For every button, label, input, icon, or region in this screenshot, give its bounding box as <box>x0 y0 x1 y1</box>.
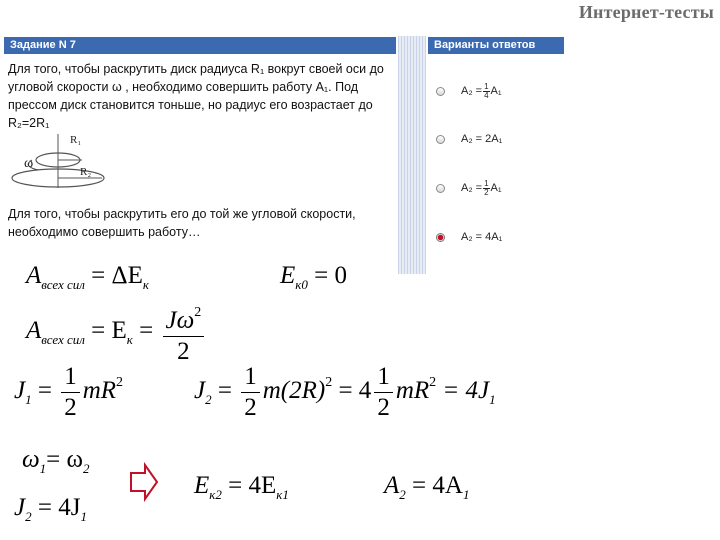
figure-label-r1: R₁ <box>70 134 82 146</box>
disc-figure <box>6 130 126 202</box>
equation-energy-ratio: $E_{к2} = 4E_{к1}$ <box>194 472 289 502</box>
equation-moment-inertia-2: $J_2$ = $\frac{1}{2}$ $m(2R)^2 = 4$ $\frac{1}{2}$ $mR^2 = 4J_1$ <box>194 363 496 421</box>
figure-label-r2: R₂ <box>80 166 92 178</box>
equation-equal-omega: $\omega_1= \omega_2$ <box>22 446 90 476</box>
radio-button-selected[interactable] <box>436 233 445 242</box>
radio-button[interactable] <box>436 135 445 144</box>
answer-option-1[interactable]: A₂ = $\frac{1}{4}$ A₁ <box>436 80 502 102</box>
answer-option-3[interactable]: A₂ = $\frac{1}{2}$ A₁ <box>436 177 502 199</box>
task-text: Для того, чтобы раскрутить диск радиуса R₁ вокрут своей оси до угловой скорости ω , необходимо совершить работу A₁. Под прессом диск становится тоньше, но радиус его возрастает до R₂=2R₁ <box>8 62 384 130</box>
corner-title: Интернет-тесты <box>578 2 714 22</box>
radio-button[interactable] <box>436 87 445 96</box>
implies-arrow-icon <box>128 462 160 502</box>
equation-kinetic-energy: $A_{всех сил} = E_к$ = $\frac{J\omega^2}{2}$ <box>26 298 207 367</box>
task-header: Задание N 7 <box>4 37 396 54</box>
equation-inertia-ratio: $J_2 = 4J_1$ <box>14 494 87 524</box>
equation-moment-inertia-1: $J_1$ = $\frac{1}{2}$ $mR^2$ <box>14 363 124 421</box>
equation-work-energy: $A_{всех сил} = \Delta E_к$ <box>26 262 149 292</box>
answers-header: Варианты ответов <box>428 37 564 54</box>
panel-separator <box>398 36 426 274</box>
task-question: Для того, чтобы раскрутить его до той же угловой скорости, необходимо совершить работу… <box>8 207 356 239</box>
equation-work-ratio: $A_2 = 4A_1$ <box>384 472 470 502</box>
figure-label-omega: ω <box>24 156 34 171</box>
radio-button[interactable] <box>436 184 445 193</box>
answer-option-4[interactable]: A₂ = 4A₁ <box>436 226 502 248</box>
equation-initial-energy: $E_{к0} = 0$ <box>280 262 347 292</box>
answer-option-2[interactable]: A₂ = 2A₁ <box>436 128 502 150</box>
